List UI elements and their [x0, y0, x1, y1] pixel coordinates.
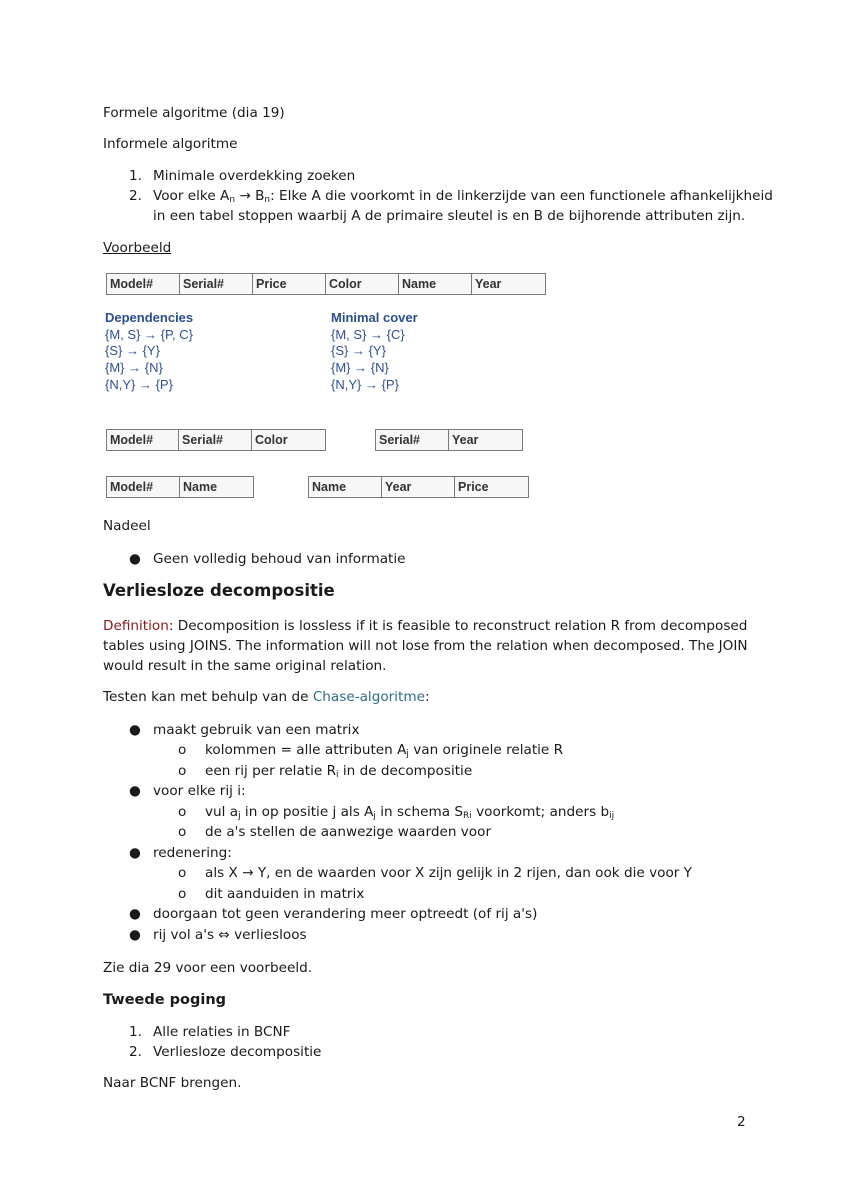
main-relation-table [106, 273, 546, 295]
column-header: Name [399, 274, 472, 294]
list-number: 2. [129, 1044, 142, 1060]
list-item: Alle relaties in BCNF [153, 1024, 291, 1040]
bullet-icon: ● [129, 783, 141, 799]
dependencies-block [105, 310, 193, 394]
bullet-icon: ● [129, 722, 141, 738]
column-header: Color [326, 274, 399, 294]
step-2-continuation: in een tabel stoppen waarbij A de primaire sleutel is en B de bijhorende attributen zijn. [153, 208, 746, 224]
closing-line: Naar BCNF brengen. [103, 1075, 242, 1091]
list-item: redenering: [153, 845, 232, 861]
cover-item: {S} → {Y} [331, 343, 386, 359]
sub-list-item: dit aanduiden in matrix [205, 886, 365, 902]
bullet-icon: ● [129, 906, 141, 922]
disadvantage-label: Nadeel [103, 518, 151, 534]
step-2-text: Voor elke $A_n \to B_n$: Elke A die voorkomt in de linkerzijde van een functionele afhankelijkheid [153, 188, 773, 205]
cover-item: {M} → {N} [331, 360, 389, 376]
column-header: Model# [107, 430, 179, 450]
definition-line-1: Definition: Decomposition is lossless if it is feasible to reconstruct relation R from decomposed [103, 618, 748, 634]
sub-list-item: kolommen = alle attributen $A_j$ van originele relatie R [205, 742, 564, 759]
dependency-item: {M} → {N} [105, 360, 163, 376]
list-item: rij vol a's ⇔ verliesloos [153, 927, 307, 943]
table-model-name [106, 476, 254, 498]
definition-label: Definition [103, 618, 169, 634]
circle-bullet-icon: o [178, 742, 187, 758]
column-header: Price [458, 480, 489, 494]
circle-bullet-icon: o [178, 886, 187, 902]
dependencies-title: Dependencies [105, 310, 194, 325]
step-1-number: 1. [129, 168, 142, 184]
column-header: Year [382, 477, 455, 497]
column-header: Name [183, 480, 218, 494]
table-name-year-price [308, 476, 529, 498]
bullet-icon: ● [129, 927, 141, 943]
sub-list-item: een rij per relatie $R_i$ in de decompositie [205, 763, 473, 780]
minimal-cover-title: Minimal cover [331, 310, 418, 325]
column-header: Model# [107, 477, 180, 497]
subsection-heading: Tweede poging [103, 992, 227, 1008]
sub-list-item: als X → Y, en de waarden voor X zijn gelijk in 2 rijen, dan ook die voor Y [205, 865, 692, 881]
cover-item: {M, S} → {C} [331, 326, 405, 342]
column-header: Serial# [180, 274, 253, 294]
column-header: Year [475, 277, 502, 291]
step-2-number: 2. [129, 188, 142, 204]
step-1-text: Minimale overdekking zoeken [153, 168, 356, 184]
definition-line-2: tables using JOINS. The information will not lose from the relation when decomposed. The JOIN [103, 638, 748, 654]
circle-bullet-icon: o [178, 763, 187, 779]
circle-bullet-icon: o [178, 824, 187, 840]
column-header: Serial# [179, 430, 252, 450]
list-item: voor elke rij i: [153, 783, 246, 799]
column-header: Model# [107, 274, 180, 294]
list-item: Verliesloze decompositie [153, 1044, 322, 1060]
bullet-icon: ● [129, 551, 141, 567]
column-header: Serial# [376, 430, 449, 450]
circle-bullet-icon: o [178, 804, 187, 820]
dependency-item: {M, S} → {P, C} [105, 326, 193, 342]
table-serial-year [375, 429, 523, 451]
minimal-cover-block [331, 310, 418, 394]
list-number: 1. [129, 1024, 142, 1040]
table-model-serial-color [106, 429, 326, 451]
section-heading: Verliesloze decompositie [103, 581, 335, 600]
see-slide-note: Zie dia 29 voor een voorbeeld. [103, 960, 313, 976]
formal-algorithm-line: Formele algoritme (dia 19) [103, 105, 285, 121]
list-item: doorgaan tot geen verandering meer optreedt (of rij a's) [153, 906, 538, 922]
column-header: Name [309, 477, 382, 497]
list-item: maakt gebruik van een matrix [153, 722, 360, 738]
circle-bullet-icon: o [178, 865, 187, 881]
dependency-item: {N,Y} → {P} [105, 376, 173, 392]
bullet-icon: ● [129, 845, 141, 861]
dependency-item: {S} → {Y} [105, 343, 160, 359]
informal-algorithm-line: Informele algoritme [103, 136, 238, 152]
disadvantage-item: Geen volledig behoud van informatie [153, 551, 406, 567]
definition-line-3: would result in the same original relation. [103, 658, 387, 674]
chase-algorithm-link[interactable]: Chase-algoritme [312, 689, 425, 705]
column-header: Color [255, 433, 288, 447]
sub-list-item: de a's stellen de aanwezige waarden voor [205, 824, 492, 840]
page-number: 2 [737, 1114, 746, 1130]
test-line: Testen kan met behulp van de Chase-algoritme: [103, 689, 430, 705]
column-header: Year [452, 433, 479, 447]
sub-list-item: vul $a_j$ in op positie j als $A_j$ in schema $S_{Ri}$ voorkomt; anders $b_{ij}$ [205, 804, 615, 821]
column-header: Price [253, 274, 326, 294]
cover-item: {N,Y} → {P} [331, 376, 399, 392]
example-label: Voorbeeld [103, 240, 172, 256]
